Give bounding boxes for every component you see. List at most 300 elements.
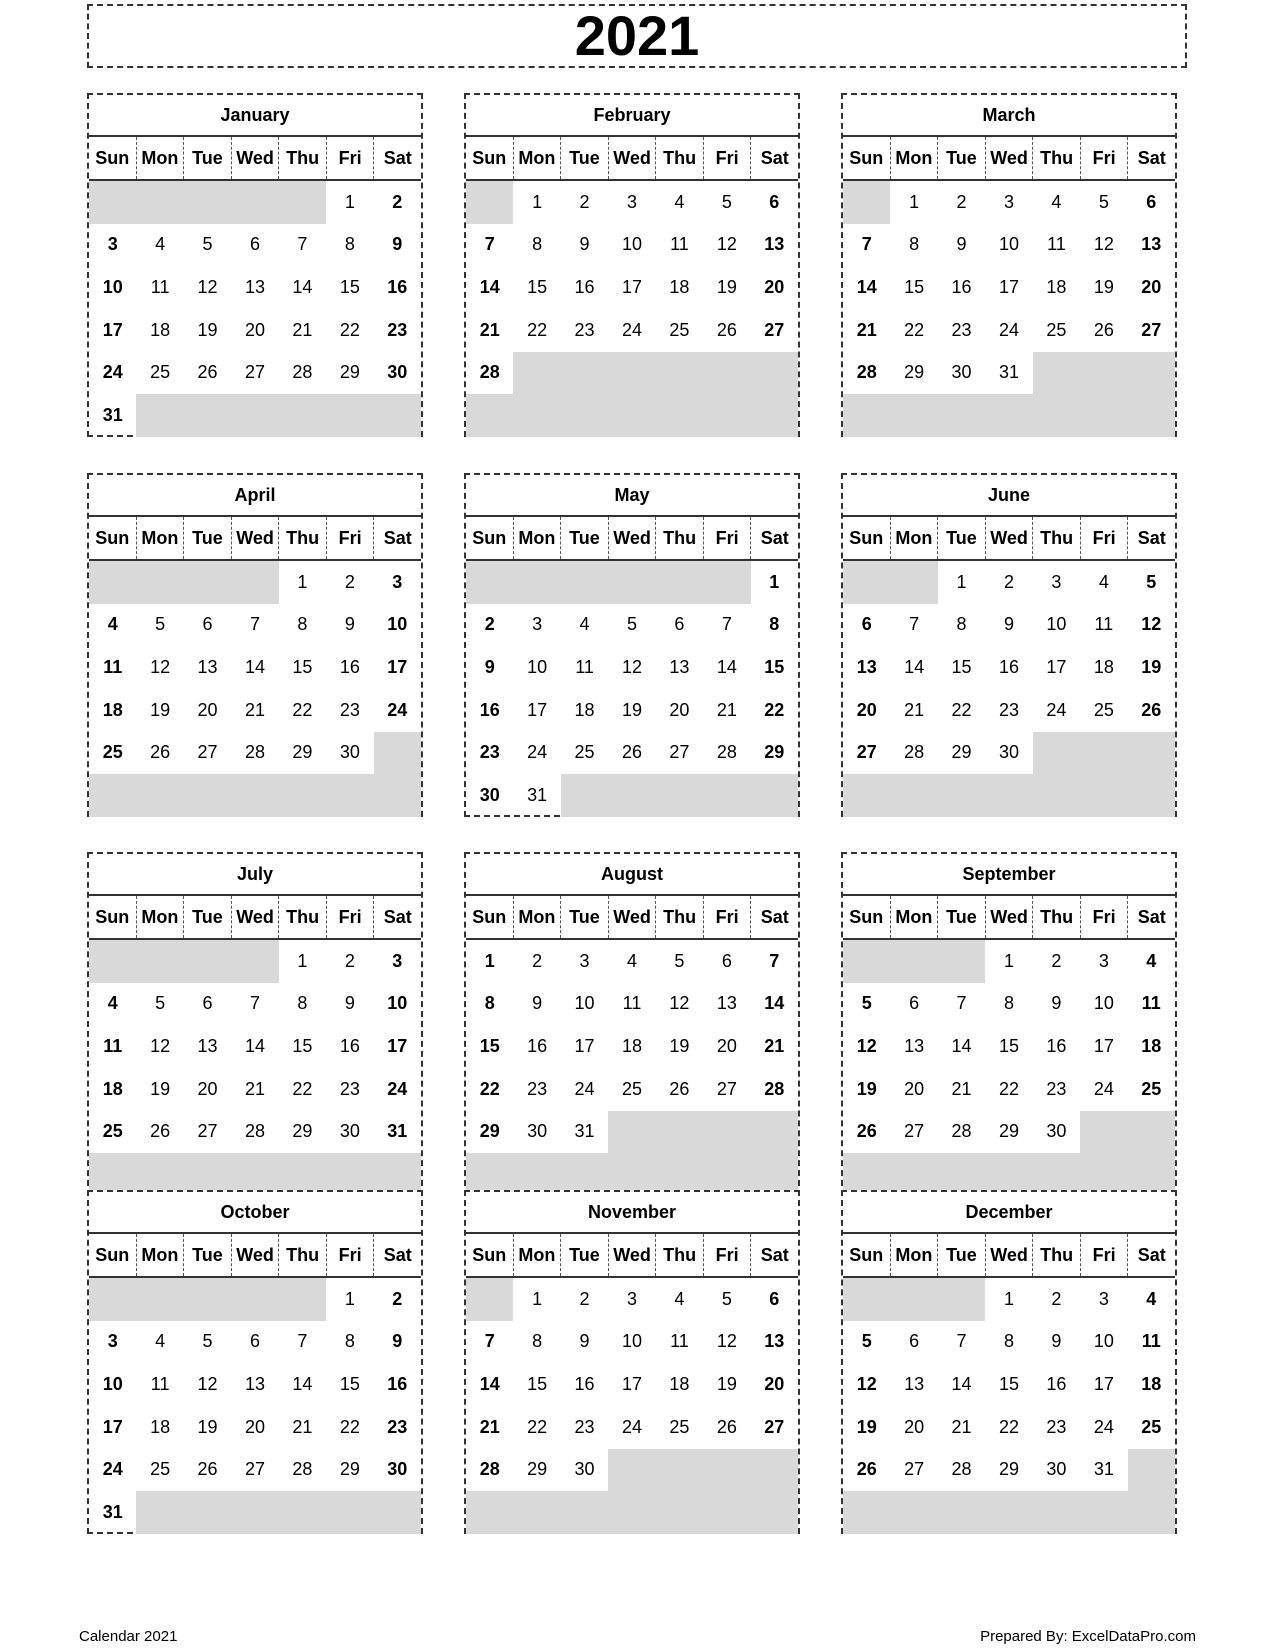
day-cell: 23 <box>998 699 1019 720</box>
weekday-header-row <box>89 517 421 561</box>
day-cell: 27 <box>904 1459 925 1480</box>
empty-day-cell <box>890 561 937 604</box>
day-cell: 23 <box>387 319 408 340</box>
day-cell: 14 <box>716 657 737 678</box>
empty-day-cell <box>89 940 136 983</box>
day-cell: 29 <box>998 1121 1019 1142</box>
day-cell: 5 <box>861 1331 872 1352</box>
day-grid <box>466 1278 798 1534</box>
weekday-wed: Wed <box>232 1234 280 1276</box>
day-cell: 20 <box>904 1078 925 1099</box>
weekday-tue: Tue <box>938 896 986 938</box>
empty-day-cell <box>985 394 1032 437</box>
day-cell: 18 <box>1141 1374 1162 1395</box>
weekday-fri: Fri <box>1081 137 1129 179</box>
weekday-tue: Tue <box>938 137 986 179</box>
month-title: October <box>89 1192 421 1234</box>
weekday-tue: Tue <box>184 137 232 179</box>
empty-day-cell <box>843 394 890 437</box>
day-cell: 16 <box>479 699 500 720</box>
day-cell: 28 <box>244 1121 265 1142</box>
day-cell: 19 <box>716 277 737 298</box>
day-cell: 21 <box>292 319 313 340</box>
day-cell: 1 <box>769 571 780 592</box>
weekday-thu: Thu <box>1033 1234 1081 1276</box>
day-cell: 18 <box>150 1416 171 1437</box>
day-cell: 11 <box>575 657 594 678</box>
empty-day-cell <box>608 1491 655 1534</box>
day-grid <box>89 940 421 1196</box>
weekday-wed: Wed <box>609 896 657 938</box>
empty-day-cell <box>561 394 608 437</box>
day-cell: 9 <box>956 234 967 255</box>
empty-day-cell <box>938 1278 985 1321</box>
day-cell: 24 <box>387 1078 408 1099</box>
day-cell: 8 <box>956 614 967 635</box>
day-cell: 28 <box>856 362 877 383</box>
empty-day-cell <box>136 181 183 224</box>
day-cell: 5 <box>155 993 166 1014</box>
month-title: August <box>466 854 798 896</box>
weekday-wed: Wed <box>609 517 657 559</box>
empty-day-cell <box>656 1449 703 1492</box>
empty-day-cell <box>136 1278 183 1321</box>
day-cell: 12 <box>716 1331 737 1352</box>
month-title: November <box>466 1192 798 1234</box>
day-cell: 23 <box>574 319 595 340</box>
day-cell: 15 <box>292 657 313 678</box>
day-cell: 29 <box>339 1459 360 1480</box>
day-cell: 7 <box>484 234 495 255</box>
day-cell: 13 <box>244 277 265 298</box>
day-cell: 13 <box>244 1374 265 1395</box>
day-cell: 1 <box>956 571 967 592</box>
weekday-fri: Fri <box>704 517 752 559</box>
day-cell: 7 <box>956 993 967 1014</box>
month-title: April <box>89 475 421 517</box>
day-cell: 20 <box>197 699 218 720</box>
day-cell: 8 <box>769 614 780 635</box>
empty-day-cell <box>374 732 421 775</box>
empty-day-cell <box>279 394 326 437</box>
weekday-mon: Mon <box>514 137 562 179</box>
day-cell: 9 <box>344 614 355 635</box>
day-cell: 14 <box>479 1374 500 1395</box>
day-cell: 14 <box>244 657 265 678</box>
empty-day-cell <box>513 352 560 395</box>
day-cell: 11 <box>622 993 642 1014</box>
day-cell: 26 <box>197 1459 218 1480</box>
day-cell: 26 <box>856 1459 877 1480</box>
empty-day-cell <box>466 561 513 604</box>
day-cell: 19 <box>1093 277 1114 298</box>
day-cell: 3 <box>1003 191 1014 212</box>
day-cell: 14 <box>244 1036 265 1057</box>
day-cell: 12 <box>150 657 171 678</box>
day-cell: 19 <box>856 1416 877 1437</box>
day-cell: 25 <box>1093 699 1114 720</box>
day-cell: 3 <box>626 191 637 212</box>
day-cell: 20 <box>197 1078 218 1099</box>
day-cell: 7 <box>956 1331 967 1352</box>
day-cell: 2 <box>956 191 967 212</box>
day-cell: 17 <box>998 277 1019 298</box>
day-cell: 3 <box>579 950 590 971</box>
day-cell: 5 <box>721 1288 732 1309</box>
day-cell: 22 <box>951 699 972 720</box>
day-cell: 9 <box>532 993 543 1014</box>
day-cell: 26 <box>150 742 171 763</box>
empty-day-cell <box>703 1449 750 1492</box>
empty-day-cell <box>1128 1449 1175 1492</box>
day-cell: 12 <box>1141 614 1162 635</box>
day-cell: 28 <box>951 1459 972 1480</box>
empty-day-cell <box>466 1278 513 1321</box>
weekday-header-row <box>466 137 798 181</box>
empty-day-cell <box>231 181 278 224</box>
day-cell: 11 <box>1141 1331 1161 1352</box>
day-cell: 11 <box>150 1374 170 1395</box>
day-cell: 19 <box>856 1078 877 1099</box>
empty-day-cell <box>1033 394 1080 437</box>
day-cell: 8 <box>1003 993 1014 1014</box>
day-cell: 20 <box>669 699 690 720</box>
day-cell: 27 <box>764 319 785 340</box>
day-cell: 11 <box>1094 614 1114 635</box>
day-cell: 16 <box>527 1036 548 1057</box>
weekday-fri: Fri <box>327 517 375 559</box>
day-cell: 16 <box>998 657 1019 678</box>
empty-day-cell <box>184 1491 231 1534</box>
weekday-wed: Wed <box>986 517 1034 559</box>
year-header <box>87 4 1187 68</box>
weekday-wed: Wed <box>609 137 657 179</box>
day-cell: 24 <box>621 1416 642 1437</box>
month-february <box>464 93 800 437</box>
day-cell: 7 <box>861 234 872 255</box>
day-cell: 21 <box>856 319 877 340</box>
day-cell: 23 <box>527 1078 548 1099</box>
day-cell: 9 <box>392 1331 403 1352</box>
day-cell: 1 <box>344 191 355 212</box>
empty-day-cell <box>751 1449 798 1492</box>
empty-day-cell <box>231 774 278 817</box>
day-cell: 31 <box>387 1121 408 1142</box>
weekday-sat: Sat <box>1137 527 1166 548</box>
day-cell: 3 <box>1098 1288 1109 1309</box>
month-title: June <box>843 475 1175 517</box>
day-cell: 30 <box>527 1121 548 1142</box>
day-cell: 15 <box>951 657 972 678</box>
weekday-sun: Sun <box>843 137 891 179</box>
day-cell: 7 <box>249 614 260 635</box>
empty-day-cell <box>89 561 136 604</box>
day-cell: 4 <box>1051 191 1062 212</box>
weekday-mon: Mon <box>514 1234 562 1276</box>
empty-day-cell <box>890 774 937 817</box>
day-cell: 22 <box>998 1416 1019 1437</box>
day-cell: 27 <box>669 742 690 763</box>
day-cell: 26 <box>856 1121 877 1142</box>
empty-day-cell <box>608 394 655 437</box>
empty-day-cell <box>374 394 421 437</box>
empty-day-cell <box>561 561 608 604</box>
weekday-wed: Wed <box>232 137 280 179</box>
empty-day-cell <box>656 394 703 437</box>
day-cell: 30 <box>479 785 500 806</box>
empty-day-cell <box>938 774 985 817</box>
day-cell: 31 <box>102 1502 123 1523</box>
weekday-mon: Mon <box>137 137 185 179</box>
empty-day-cell <box>1033 774 1080 817</box>
day-cell: 11 <box>1047 234 1066 255</box>
day-cell: 24 <box>387 699 408 720</box>
day-cell: 21 <box>479 1416 500 1437</box>
day-cell: 25 <box>669 319 690 340</box>
day-cell: 25 <box>1046 319 1067 340</box>
day-cell: 5 <box>1098 191 1109 212</box>
day-cell: 3 <box>107 234 118 255</box>
empty-day-cell <box>1128 352 1175 395</box>
day-cell: 24 <box>621 319 642 340</box>
weekday-header-row <box>89 896 421 940</box>
day-cell: 14 <box>292 277 313 298</box>
weekday-tue: Tue <box>561 1234 609 1276</box>
day-cell: 8 <box>297 993 308 1014</box>
weekday-mon: Mon <box>514 896 562 938</box>
empty-day-cell <box>1128 394 1175 437</box>
empty-day-cell <box>890 940 937 983</box>
empty-day-cell <box>1080 394 1127 437</box>
weekday-thu: Thu <box>1033 896 1081 938</box>
empty-day-cell <box>231 1278 278 1321</box>
day-cell: 23 <box>339 1078 360 1099</box>
day-cell: 29 <box>292 1121 313 1142</box>
empty-day-cell <box>608 1111 655 1154</box>
empty-day-cell <box>561 1491 608 1534</box>
empty-day-cell <box>985 1491 1032 1534</box>
day-cell: 29 <box>764 742 785 763</box>
weekday-thu: Thu <box>279 896 327 938</box>
day-cell: 9 <box>1051 1331 1062 1352</box>
day-cell: 30 <box>387 1459 408 1480</box>
weekday-fri: Fri <box>327 896 375 938</box>
empty-day-cell <box>513 1491 560 1534</box>
weekday-header-row <box>89 137 421 181</box>
day-cell: 2 <box>579 191 590 212</box>
day-cell: 1 <box>1003 1288 1014 1309</box>
weekday-thu: Thu <box>656 137 704 179</box>
day-cell: 27 <box>764 1416 785 1437</box>
day-cell: 26 <box>1093 319 1114 340</box>
empty-day-cell <box>184 940 231 983</box>
day-cell: 18 <box>1093 657 1114 678</box>
day-cell: 15 <box>339 277 360 298</box>
day-cell: 12 <box>856 1374 877 1395</box>
day-grid <box>89 561 421 817</box>
day-cell: 17 <box>387 1036 408 1057</box>
day-cell: 15 <box>292 1036 313 1057</box>
empty-day-cell <box>184 394 231 437</box>
day-cell: 18 <box>669 1374 690 1395</box>
day-cell: 15 <box>479 1036 500 1057</box>
day-cell: 12 <box>621 657 642 678</box>
weekday-tue: Tue <box>184 896 232 938</box>
weekday-sat: Sat <box>760 906 789 927</box>
weekday-wed: Wed <box>232 896 280 938</box>
day-cell: 12 <box>856 1036 877 1057</box>
day-grid <box>89 1278 421 1534</box>
day-cell: 23 <box>1046 1078 1067 1099</box>
day-cell: 26 <box>621 742 642 763</box>
weekday-thu: Thu <box>1033 137 1081 179</box>
weekday-thu: Thu <box>279 517 327 559</box>
day-cell: 15 <box>527 277 548 298</box>
day-cell: 31 <box>998 362 1019 383</box>
day-cell: 11 <box>150 277 170 298</box>
weekday-sat: Sat <box>760 1244 789 1265</box>
empty-day-cell <box>890 394 937 437</box>
empty-day-cell <box>890 1278 937 1321</box>
weekday-sun: Sun <box>89 1234 137 1276</box>
weekday-mon: Mon <box>514 517 562 559</box>
year-title: 2021 <box>574 4 700 67</box>
empty-day-cell <box>938 1491 985 1534</box>
day-cell: 22 <box>998 1078 1019 1099</box>
day-cell: 1 <box>909 191 920 212</box>
month-october <box>87 1190 423 1534</box>
day-cell: 10 <box>102 1374 123 1395</box>
weekday-tue: Tue <box>561 517 609 559</box>
weekday-fri: Fri <box>704 1234 752 1276</box>
day-cell: 18 <box>150 319 171 340</box>
day-cell: 19 <box>197 319 218 340</box>
day-cell: 25 <box>1141 1078 1162 1099</box>
day-cell: 7 <box>909 614 920 635</box>
day-cell: 13 <box>716 993 737 1014</box>
day-cell: 13 <box>856 657 877 678</box>
day-cell: 28 <box>292 1459 313 1480</box>
day-cell: 19 <box>669 1036 690 1057</box>
day-cell: 5 <box>721 191 732 212</box>
weekday-wed: Wed <box>232 517 280 559</box>
empty-day-cell <box>279 1278 326 1321</box>
weekday-thu: Thu <box>279 137 327 179</box>
day-cell: 10 <box>387 614 408 635</box>
empty-day-cell <box>608 561 655 604</box>
empty-day-cell <box>656 1491 703 1534</box>
day-cell: 28 <box>479 362 500 383</box>
day-cell: 30 <box>574 1459 595 1480</box>
day-cell: 28 <box>904 742 925 763</box>
day-cell: 30 <box>1046 1459 1067 1480</box>
day-cell: 25 <box>102 742 123 763</box>
day-cell: 14 <box>479 277 500 298</box>
weekday-sat: Sat <box>383 906 412 927</box>
weekday-sun: Sun <box>89 137 137 179</box>
empty-day-cell <box>703 352 750 395</box>
day-cell: 12 <box>197 1374 218 1395</box>
day-cell: 28 <box>764 1078 785 1099</box>
day-cell: 28 <box>479 1459 500 1480</box>
day-cell: 22 <box>527 319 548 340</box>
month-title: May <box>466 475 798 517</box>
weekday-thu: Thu <box>656 1234 704 1276</box>
empty-day-cell <box>703 1491 750 1534</box>
empty-day-cell <box>843 561 890 604</box>
day-cell: 4 <box>1146 950 1157 971</box>
day-cell: 28 <box>244 742 265 763</box>
day-cell: 2 <box>392 1288 403 1309</box>
day-cell: 16 <box>339 657 360 678</box>
weekday-fri: Fri <box>327 1234 375 1276</box>
weekday-header-row <box>466 517 798 561</box>
footer-prepared-by: Prepared By: ExcelDataPro.com <box>980 1628 1196 1645</box>
day-cell: 26 <box>716 319 737 340</box>
weekday-wed: Wed <box>609 1234 657 1276</box>
empty-day-cell <box>1033 732 1080 775</box>
day-cell: 16 <box>574 1374 595 1395</box>
day-cell: 15 <box>998 1036 1019 1057</box>
day-cell: 21 <box>904 699 925 720</box>
day-cell: 9 <box>1003 614 1014 635</box>
day-cell: 2 <box>344 571 355 592</box>
day-cell: 1 <box>297 571 308 592</box>
day-cell: 30 <box>339 742 360 763</box>
empty-day-cell <box>1033 352 1080 395</box>
day-cell: 18 <box>669 277 690 298</box>
empty-day-cell <box>1128 774 1175 817</box>
weekday-mon: Mon <box>137 517 185 559</box>
weekday-thu: Thu <box>279 1234 327 1276</box>
weekday-sat: Sat <box>1137 147 1166 168</box>
empty-day-cell <box>184 181 231 224</box>
day-cell: 25 <box>150 362 171 383</box>
month-title: July <box>89 854 421 896</box>
weekday-thu: Thu <box>1033 517 1081 559</box>
weekday-header-row <box>89 1234 421 1278</box>
day-cell: 18 <box>102 699 123 720</box>
day-grid <box>466 940 798 1196</box>
day-cell: 31 <box>1093 1459 1114 1480</box>
day-cell: 7 <box>249 993 260 1014</box>
empty-day-cell <box>703 561 750 604</box>
weekday-tue: Tue <box>938 1234 986 1276</box>
empty-day-cell <box>1080 352 1127 395</box>
month-january <box>87 93 423 437</box>
day-cell: 30 <box>339 1121 360 1142</box>
weekday-sun: Sun <box>466 137 514 179</box>
day-cell: 20 <box>244 319 265 340</box>
day-cell: 12 <box>150 1036 171 1057</box>
empty-day-cell <box>466 181 513 224</box>
day-cell: 4 <box>674 191 685 212</box>
day-cell: 15 <box>904 277 925 298</box>
day-cell: 19 <box>197 1416 218 1437</box>
day-cell: 16 <box>574 277 595 298</box>
day-cell: 17 <box>1093 1374 1114 1395</box>
day-cell: 11 <box>670 1331 689 1352</box>
empty-day-cell <box>751 394 798 437</box>
day-cell: 23 <box>951 319 972 340</box>
day-cell: 11 <box>670 234 689 255</box>
weekday-header-row <box>843 517 1175 561</box>
empty-day-cell <box>1080 774 1127 817</box>
day-cell: 2 <box>1051 950 1062 971</box>
day-cell: 3 <box>107 1331 118 1352</box>
day-cell: 22 <box>339 319 360 340</box>
empty-day-cell <box>843 1278 890 1321</box>
